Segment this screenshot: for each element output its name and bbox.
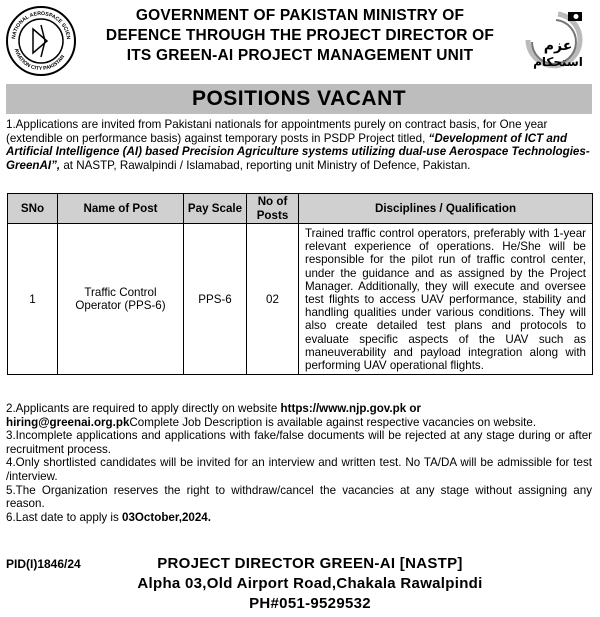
email-link[interactable]: hiring@greenai.org.pk bbox=[6, 415, 130, 429]
table-header-row bbox=[8, 194, 593, 224]
svg-text:عزم: عزم bbox=[543, 38, 573, 54]
cell-post: Traffic Control Operator (PPS-6) bbox=[58, 224, 184, 375]
cell-posts: 02 bbox=[247, 224, 299, 375]
last-date: 03October,2024. bbox=[122, 510, 211, 524]
cell-scale: PPS-6 bbox=[184, 224, 247, 375]
note-6 bbox=[6, 511, 592, 525]
title-line-3: ITS GREEN-AI PROJECT MANAGEMENT UNIT bbox=[126, 47, 474, 64]
project-title: “Development of ICT and Artificial Intelligence (AI) based Precision Agriculture systems utilizing dual-use Aerospace Technologies-GreenAI”, bbox=[6, 131, 590, 172]
cell-sno: 1 bbox=[8, 224, 58, 375]
col-header-qualification: Disciplines / Qualification bbox=[299, 194, 593, 224]
notes bbox=[6, 402, 592, 524]
intro-text-part2: at NASTP, Rawalpindi / Islamabad, reporting unit Ministry of Defence, Pakistan. bbox=[60, 158, 471, 172]
note-2-text: 2.Applicants are required to apply directly on website bbox=[6, 402, 281, 415]
intro-paragraph bbox=[6, 118, 592, 172]
intro-text-part1: 1.Applications are invited from Pakistani nationals for appointments purely on contract basis, for One year (extendible on performance basis) against temporary posts in PSDP Project titled, bbox=[6, 118, 548, 145]
nastp-seal-icon bbox=[5, 5, 77, 77]
positions-vacant-banner: POSITIONS VACANT bbox=[6, 84, 592, 114]
note-6-text: 6.Last date to apply is bbox=[6, 510, 123, 524]
col-header-sno: SNo bbox=[8, 194, 58, 224]
note-4: 4.Only shortlisted candidates will be invited for an interview and written test. No TA/DA will be admissible for test /interview. bbox=[6, 456, 592, 483]
col-header-pay-scale: Pay Scale bbox=[184, 194, 247, 224]
footer-line-1: PROJECT DIRECTOR GREEN-AI [NASTP] bbox=[157, 555, 463, 572]
table-row bbox=[8, 224, 593, 375]
cell-qualification: Trained traffic control operators, preferably with 1-year relevant experience of operations. He/She will be responsible for the pilot run of traffic control center, under the guidance and as assigned by the Project Manager. Additionally, they will execute and oversee test flights to access UAV performance, stability and handling qualities under various conditions. They will also create detailed test plans and protocols to evaluate specific aspects of the UAV such as maneuverability and payload integration along with performing UAV operational flights. bbox=[299, 224, 593, 375]
svg-text:استحکام: استحکام bbox=[533, 55, 583, 69]
footer-line-3: PH#051-9529532 bbox=[249, 595, 371, 612]
note-3: 3.Incomplete applications and applications with fake/false documents will be rejected at any stage during or after recruitment process. bbox=[6, 429, 592, 456]
col-header-post: Name of Post bbox=[58, 194, 184, 224]
note-5: 5.The Organization reserves the right to withdraw/cancel the vacancies at any stage without assigning any reason. bbox=[6, 483, 592, 511]
col-header-no-of-posts: No of Posts bbox=[247, 194, 299, 224]
title-line-2: DEFENCE THROUGH THE PROJECT DIRECTOR OF bbox=[105, 27, 495, 44]
svg-text:AVIATION CITY PAKISTAN: AVIATION CITY PAKISTAN bbox=[12, 47, 67, 73]
positions-table bbox=[7, 193, 593, 375]
note-2 bbox=[6, 402, 592, 429]
note-2-suffix: Complete Job Description is available against respective vacancies on website. bbox=[129, 415, 537, 429]
svg-text:NATIONAL AEROSPACE SCIENCE: NATIONAL AEROSPACE SCIEN bbox=[11, 10, 71, 40]
footer-line-2: Alpha 03,Old Airport Road,Chakala Rawalpindi bbox=[137, 575, 483, 592]
organization-title bbox=[82, 6, 518, 66]
footer-contact bbox=[100, 554, 520, 614]
azm-e-istehkam-logo-icon bbox=[518, 6, 596, 76]
pid-number: PID(I)1846/24 bbox=[6, 557, 81, 571]
website-link[interactable]: https://www.njp.gov.pk or bbox=[280, 402, 421, 415]
header bbox=[0, 0, 600, 80]
title-line-1: GOVERNMENT OF PAKISTAN MINISTRY OF bbox=[135, 7, 465, 24]
